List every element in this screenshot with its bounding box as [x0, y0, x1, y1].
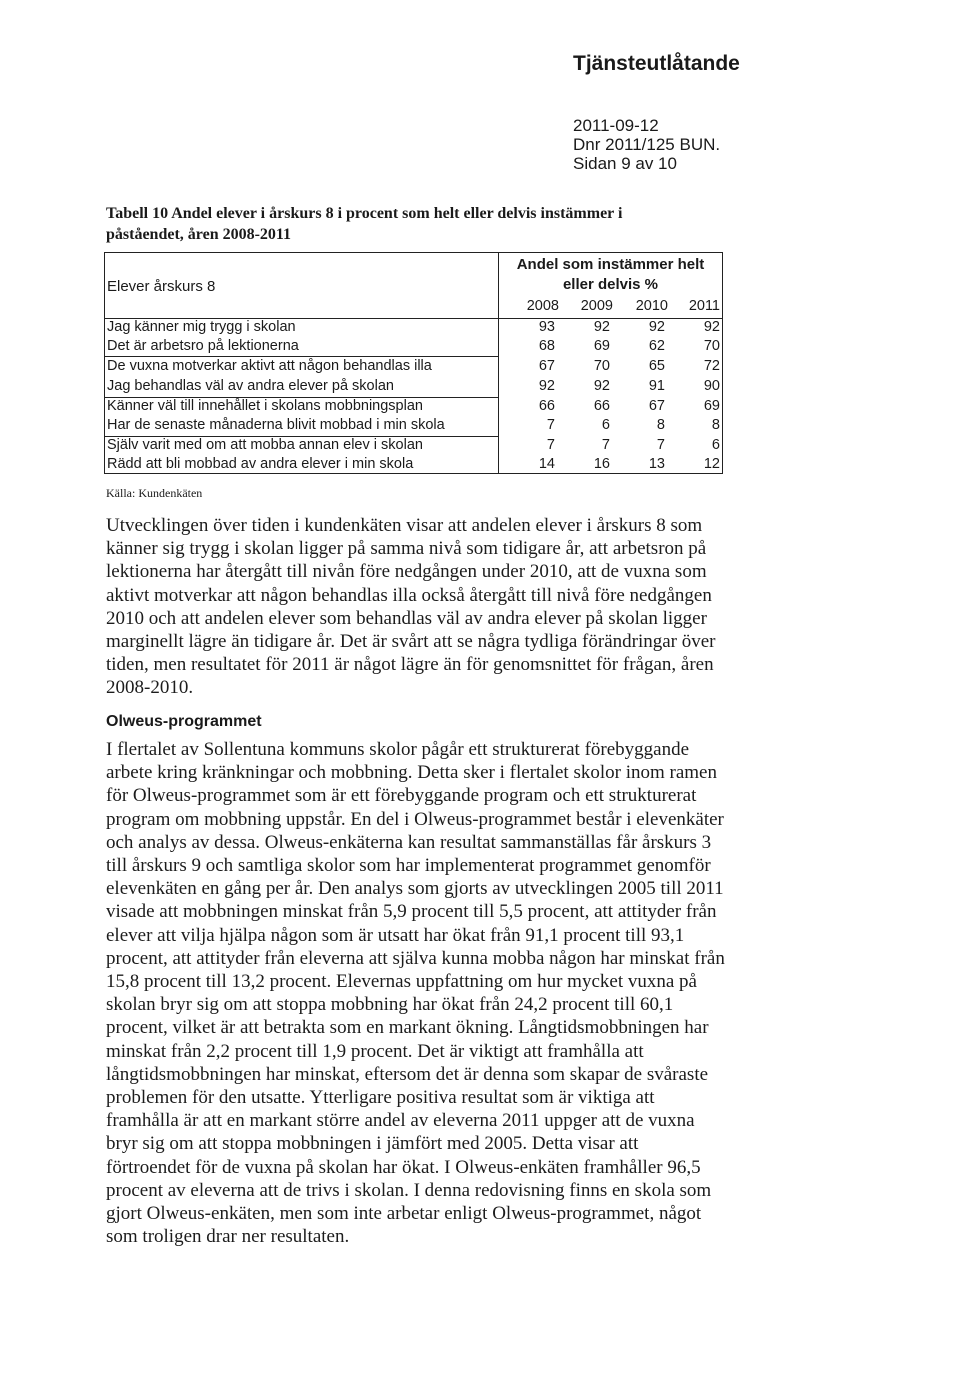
year-header: 2010 [635, 298, 668, 314]
cell-value: 90 [703, 378, 720, 394]
row-label: Känner väl till innehållet i skolans mobbningsplan [107, 398, 423, 414]
year-header: 2011 [688, 298, 720, 314]
cell-value: 69 [593, 338, 610, 354]
cell-value: 6 [601, 417, 610, 433]
cell-value: 62 [648, 338, 665, 354]
cell-value: 92 [648, 319, 665, 335]
cell-value: 8 [656, 417, 665, 433]
cell-value: 93 [538, 319, 555, 335]
cell-value: 67 [648, 398, 665, 414]
cell-value: 72 [703, 358, 720, 374]
table-row [105, 337, 722, 357]
document-date: 2011-09-12 [573, 116, 659, 135]
cell-value: 91 [648, 378, 665, 394]
table-row [105, 397, 722, 417]
year-header: 2009 [580, 298, 613, 314]
cell-value: 66 [538, 398, 555, 414]
cell-value: 14 [538, 456, 555, 472]
section-heading: Olweus-programmet [106, 713, 262, 730]
cell-value: 12 [703, 456, 720, 472]
cell-value: 92 [538, 378, 555, 394]
document-reference: Dnr 2011/125 BUN. [573, 135, 721, 154]
table-row [105, 416, 722, 436]
row-label: Rädd att bli mobbad av andra elever i min skola [107, 456, 414, 472]
body-paragraph: Utvecklingen över tiden i kundenkäten visar att andelen elever i årskurs 8 som känner sig trygg i skolan ligger på samma nivå som tidigare år, att arbetsron på lektionerna har återgått till nivån före nedgången under 2010, att de vuxna som aktivt motverkar att någon behandlas illa också återgått till nivå före nedgången 2010 och att andelen elever som behandlas väl av andra elever på skolan ligger marginellt lägre än tidigare år. Det är svårt att se några tydliga förändringar över tiden, men resultatet för 2011 är något lägre än för genomsnittet för frågan, åren 2008-2010. [106, 515, 716, 699]
cell-value: 16 [593, 456, 610, 472]
cell-value: 7 [546, 437, 555, 453]
table-row [105, 318, 722, 338]
cell-value: 70 [593, 358, 610, 374]
row-header: Elever årskurs 8 [107, 278, 216, 295]
row-label: Det är arbetsro på lektionerna [107, 338, 299, 354]
cell-value: 68 [538, 338, 555, 354]
table-row [105, 436, 722, 456]
cell-value: 7 [546, 417, 555, 433]
survey-table [104, 252, 723, 474]
cell-value: 67 [538, 358, 555, 374]
cell-value: 7 [656, 437, 665, 453]
cell-value: 92 [593, 378, 610, 394]
page-number: Sidan 9 av 10 [573, 154, 677, 173]
table-caption: Tabell 10 Andel elever i årskurs 8 i procent som helt eller delvis instämmer i påståendet, åren 2008-2011 [106, 205, 623, 243]
document-type-label: Tjänsteutlåtande [573, 52, 740, 75]
cell-value: 8 [711, 417, 720, 433]
document-meta [573, 116, 720, 173]
body-paragraph: I flertalet av Sollentuna kommuns skolor pågår ett strukturerat förebyggande arbete kring kränkningar och mobbning. Detta sker i flertalet skolor inom ramen för Olweus-programmet som är ett förebyggande program och ett strukturerat program om mobbning uppstår. En del i Olweus-programmet består i elevenkäter och analys av dessa. Olweus-enkäterna kan resultat sammanställas får årskurs 3 till årskurs 9 och samtliga skolor som har implementerat programmet genomför elevenkäten en gång per år. Den analys som gjorts av utvecklingen 2005 till 2011 visade att mobbningen minskat från 5,9 procent till 5,5 procent, att attityder från elever att vilja hjälpa någon som är utsatt har ökat från 91,1 procent till 93,1 procent, att attityder från eleverna att själva kunna mobba någon har minskat från 15,8 procent till 13,2 procent. Elevernas uppfattning om hur mycket vuxna på skolan bryr sig om att stoppa mobbning har ökat från 24,2 procent till 60,1 procent, vilket är att betrakta som en markant ökning. Långtidsmobbningen har minskat från 2,2 procent till 1,9 procent. Det är viktigt att framhålla att långtidsmobbningen har minskat, eftersom det är denna som skapar de svåraste problemen för den utsatte. Ytterligare positiva resultat som är viktiga att framhålla är att en markant större andel av eleverna 2011 uppger att de vuxna bryr sig om att stoppa mobbningen i jämfört med 2005. Detta visar att förtroendet för de vuxna på skolan har ökat. I Olweus-enkäten framhåller 96,5 procent av eleverna att de trivs i skolan. I denna redovisning finns en skola som gjort Olweus-enkäten, men som inte arbetar enligt Olweus-programmet, något som troligen drar ner resultaten. [106, 739, 725, 1248]
cell-value: 66 [593, 398, 610, 414]
cell-value: 92 [593, 319, 610, 335]
cell-value: 70 [703, 338, 720, 354]
cell-value: 6 [711, 437, 720, 453]
value-header-line2: eller delvis % [562, 276, 659, 293]
row-label: Jag känner mig trygg i skolan [107, 319, 296, 335]
table-row [105, 377, 722, 397]
table-row [105, 357, 722, 377]
year-header: 2008 [526, 298, 559, 314]
row-label: Har de senaste månaderna blivit mobbad i min skola [107, 417, 445, 433]
value-header-line1: Andel som instämmer helt [516, 256, 705, 273]
row-label: Själv varit med om att mobba annan elev i skolan [107, 437, 423, 453]
cell-value: 69 [703, 398, 720, 414]
table-row [105, 455, 722, 475]
cell-value: 13 [648, 456, 665, 472]
table-source-note: Källa: Kundenkäten [106, 486, 203, 500]
cell-value: 65 [648, 358, 665, 374]
cell-value: 7 [601, 437, 610, 453]
row-label: Jag behandlas väl av andra elever på skolan [107, 378, 394, 394]
cell-value: 92 [703, 319, 720, 335]
row-label: De vuxna motverkar aktivt att någon behandlas illa [107, 358, 432, 374]
